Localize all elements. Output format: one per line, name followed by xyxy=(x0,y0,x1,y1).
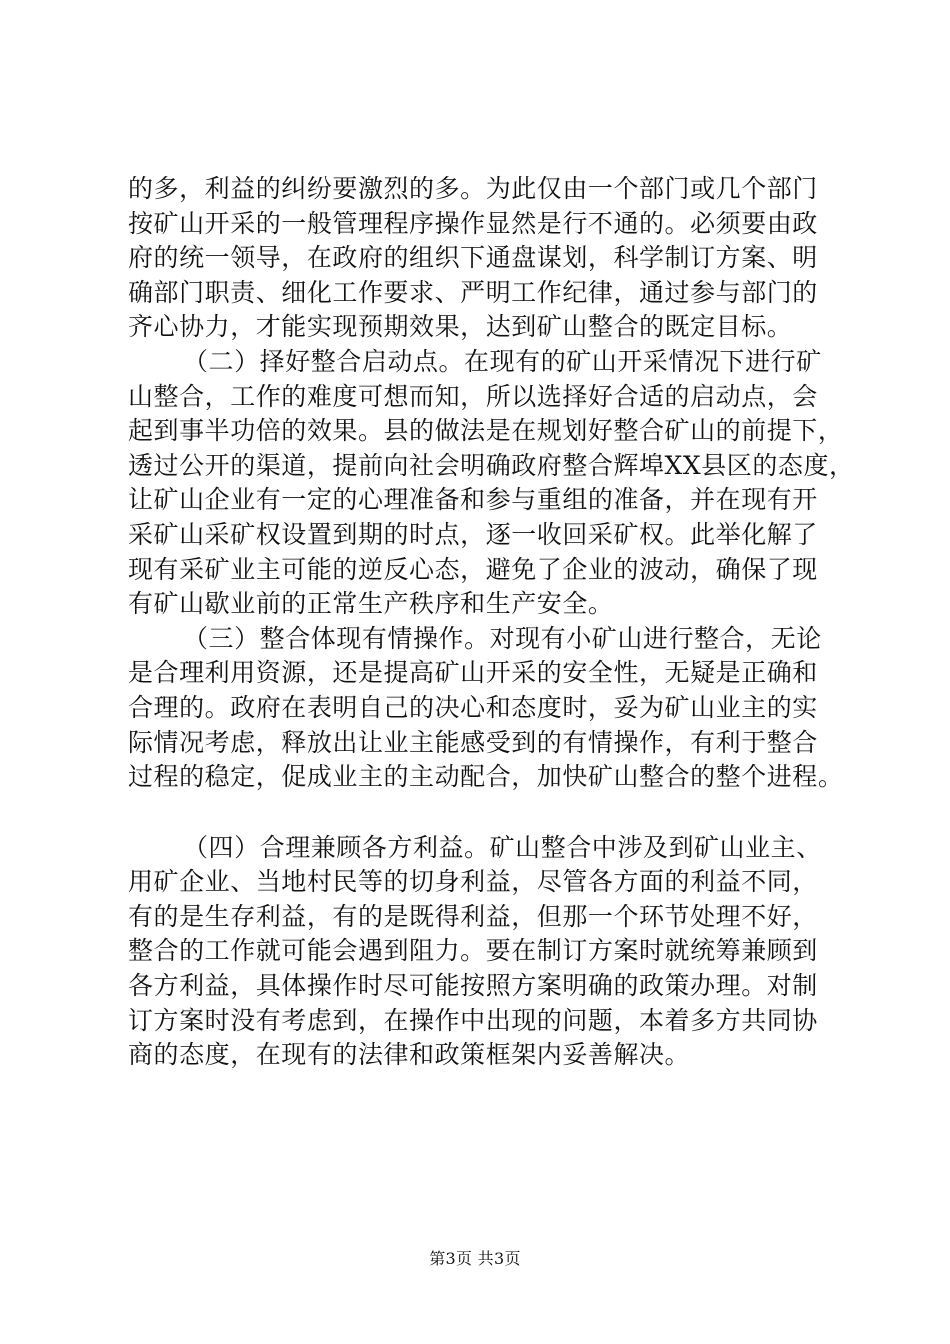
text-line: 采矿山采矿权设置到期的时点，逐一收回采矿权。此举化解了 xyxy=(128,519,818,549)
paragraph-section-2 xyxy=(128,345,855,622)
text-line: 山整合，工作的难度可想而知，所以选择好合适的启动点，会 xyxy=(128,381,818,411)
text-line: 齐心协力，才能实现预期效果，达到矿山整合的既定目标。 xyxy=(128,312,793,342)
text-line: （二）择好整合启动点。在现有的矿山开采情况下进行矿 xyxy=(183,346,822,376)
text-line: 际情况考虑，释放出让业主能感受到的有情操作，有利于整合 xyxy=(128,727,818,757)
text-line: 府的统一领导，在政府的组织下通盘谋划，科学制订方案、明 xyxy=(128,243,818,273)
text-line: 用矿企业、当地村民等的切身利益，尽管各方面的利益不同， xyxy=(128,867,818,897)
text-line: 是合理利用资源，还是提高矿山开采的安全性，无疑是正确和 xyxy=(128,658,818,688)
text-line: 有矿山歇业前的正常生产秩序和生产安全。 xyxy=(128,589,614,619)
text-line: 过程的稳定，促成业主的主动配合，加快矿山整合的整个进程。 xyxy=(128,762,844,792)
paragraph-continuation xyxy=(128,172,848,345)
text-line: 确部门职责、细化工作要求、严明工作纪律，通过参与部门的 xyxy=(128,277,818,307)
text-line: 整合的工作就可能会遇到阻力。要在制订方案时就统筹兼顾到 xyxy=(128,936,818,966)
text-line: 透过公开的渠道，提前向社会明确政府整合辉埠XX县区的态度， xyxy=(128,450,855,480)
text-line: 订方案时没有考虑到，在操作中出现的问题，本着多方共同协 xyxy=(128,1005,818,1035)
text-line: 起到事半功倍的效果。县的做法是在规划好整合矿山的前提下， xyxy=(128,416,844,446)
text-line: 让矿山企业有一定的心理准备和参与重组的准备，并在现有开 xyxy=(128,485,818,515)
text-line: 各方利益，具体操作时尽可能按照方案明确的政策办理。对制 xyxy=(128,971,818,1001)
text-line: 现有采矿业主可能的逆反心态，避免了企业的波动，确保了现 xyxy=(128,554,818,584)
paragraph-section-3 xyxy=(128,622,848,795)
text-line: 商的态度，在现有的法律和政策框架内妥善解决。 xyxy=(128,1040,691,1070)
text-line: 的多，利益的纠纷要激烈的多。为此仅由一个部门或几个部门 xyxy=(128,174,818,203)
text-line: （三）整合体现有情操作。对现有小矿山进行整合，无论 xyxy=(183,623,822,653)
document-body xyxy=(128,172,855,1073)
paragraph-section-4 xyxy=(128,831,848,1073)
text-line: 有的是生存利益，有的是既得利益，但那一个环节处理不好， xyxy=(128,901,818,931)
text-line: （四）合理兼顾各方利益。矿山整合中涉及到矿山业主、 xyxy=(183,832,822,862)
page-number-footer: 第3页 共3页 xyxy=(429,1249,521,1268)
text-line: 按矿山开采的一般管理程序操作显然是行不通的。必须要由政 xyxy=(128,208,818,238)
text-line: 合理的。政府在表明自己的决心和态度时，妥为矿山业主的实 xyxy=(128,692,818,722)
paragraph-gap xyxy=(128,795,848,831)
